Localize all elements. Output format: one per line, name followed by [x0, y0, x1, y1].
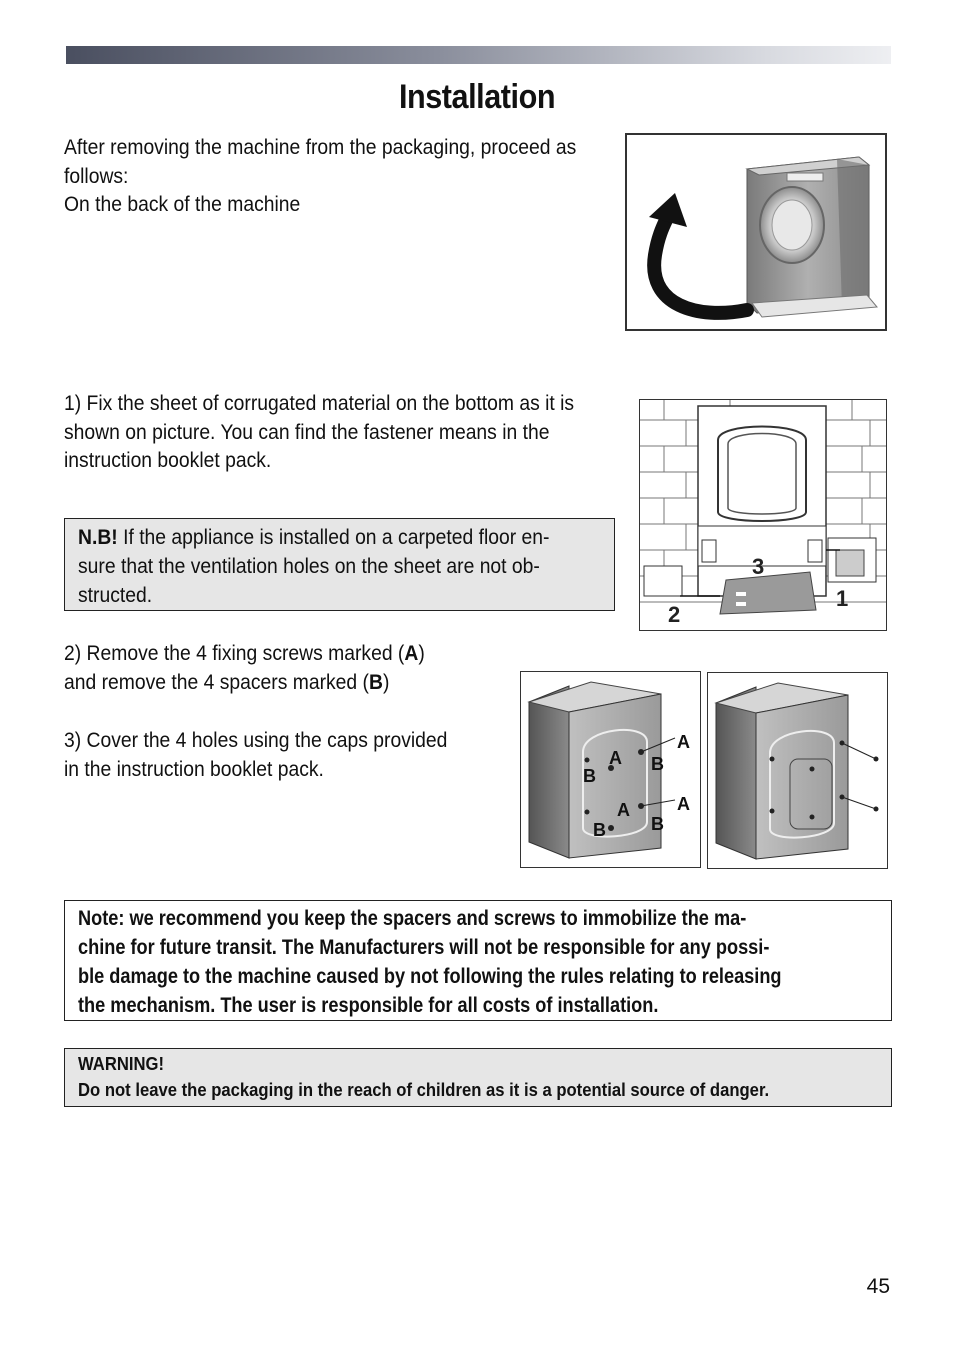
- step-3-line-2: in the instruction booklet pack.: [64, 757, 324, 781]
- step-3-line-1: 3) Cover the 4 holes using the caps provided: [64, 729, 448, 752]
- step-1-line-3: instruction booklet pack.: [64, 449, 272, 472]
- fig2-label-3: 3: [752, 554, 765, 579]
- marker-b: B: [368, 670, 383, 694]
- note-box: [64, 900, 892, 1021]
- fig3-label-b-1: B: [583, 766, 596, 786]
- step-1-text: [64, 390, 574, 476]
- fig3-label-a-4: A: [677, 794, 690, 814]
- step-2-line-2: and remove the 4 spacers marked (B): [64, 670, 390, 694]
- nb-text: [78, 523, 571, 610]
- intro-line-3: On the back of the machine: [64, 193, 301, 216]
- fig3-label-a-1: A: [609, 748, 622, 768]
- warning-body: Do not leave the packaging in the reach of children as it is a potential source of danger.: [78, 1079, 770, 1100]
- fig2-label-1: 1: [836, 586, 849, 611]
- note-line-2: chine for future transit. The Manufacturers will not be responsible for any possi-: [78, 936, 770, 959]
- corrugated-sheet-illustration: [640, 400, 886, 630]
- note-line-3: ble damage to the machine caused by not following the rules relating to releasing: [78, 965, 782, 988]
- fig3-label-a-3: A: [617, 800, 630, 820]
- intro-line-2: follows:: [64, 164, 129, 188]
- intro-text: [64, 134, 576, 220]
- warning-text: [78, 1051, 810, 1103]
- fig3-label-b-3: B: [593, 820, 606, 840]
- note-text: [78, 904, 781, 1020]
- nb-label: N.B!: [78, 526, 118, 549]
- cover-holes-illustration: [708, 673, 886, 867]
- warning-box: [64, 1048, 892, 1107]
- header-bar: [66, 46, 891, 64]
- figure-corrugated-sheet: [639, 399, 887, 631]
- fig3-label-b-2: B: [651, 754, 664, 774]
- tilt-arrow-icon: [654, 213, 747, 313]
- figure-tilt-machine: [625, 133, 887, 331]
- figure-remove-screws: [520, 671, 701, 868]
- remove-screws-illustration: [521, 672, 699, 866]
- nb-line-3: structed.: [78, 584, 153, 607]
- step-2-line-1: 2) Remove the 4 fixing screws marked (A): [64, 642, 425, 665]
- page-number: 45: [866, 1275, 890, 1298]
- note-line-1: Note: we recommend you keep the spacers and screws to immobilize the ma-: [78, 907, 747, 930]
- nb-line-1: If the appliance is installed on a carpeted floor en-: [117, 526, 550, 549]
- step-1-line-1: 1) Fix the sheet of corrugated material on the bottom as it is: [64, 392, 575, 415]
- step-1-line-2: shown on picture. You can find the fastener means in the: [64, 420, 550, 444]
- nb-line-2: sure that the ventilation holes on the sheet are not ob-: [78, 555, 540, 578]
- nb-box: [64, 518, 615, 611]
- intro-line-1: After removing the machine from the packaging, proceed as: [64, 136, 577, 159]
- marker-a: A: [404, 642, 419, 665]
- fig2-label-2: 2: [668, 602, 681, 627]
- page-title: Installation: [398, 78, 556, 116]
- step-3-text: [64, 727, 447, 784]
- note-line-4: the mechanism. The user is responsible for all costs of installation.: [78, 994, 659, 1017]
- figure-cover-holes: [707, 672, 888, 869]
- warning-heading: WARNING!: [78, 1053, 165, 1074]
- washing-machine-illustration: [627, 135, 885, 329]
- fig3-label-b-4: B: [651, 814, 664, 834]
- fig3-label-a-2: A: [677, 732, 690, 752]
- step-2-text: [64, 640, 425, 697]
